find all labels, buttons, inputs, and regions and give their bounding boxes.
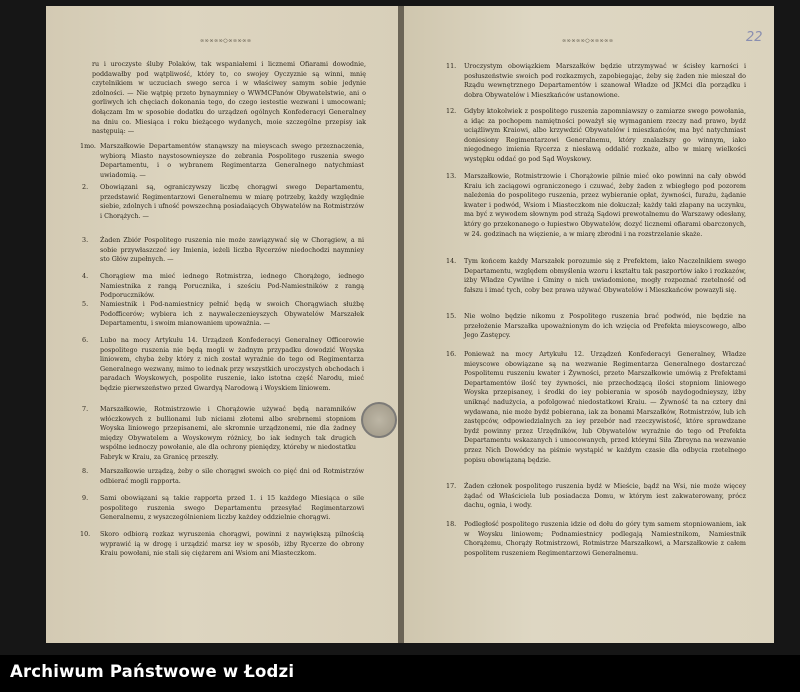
- left-item-number: 2.: [82, 183, 89, 191]
- left-item-text: Sami obowiązani są takie rapporta przed 1. i 15 każdego Miesiąca o sile pospolitego ruszenia swego Departamentu przesyłać Regimentarzowi Generalnemu, z wyszczególnieniem liczby każdey oddzielnie chorągwi.: [100, 494, 364, 522]
- left-item-number: 4.: [82, 272, 89, 280]
- right-item-number: 18.: [446, 520, 457, 528]
- left-item-number: 10.: [80, 530, 91, 538]
- right-item-text: Tym końcem każdy Marszałek porozumie się z Prefektem, iako Naczelnikiem swego Departamentu, względem obmyślenia wzoru i kształtu tak paszportów iako i rozkazów, iżby Władze Cywilne i Gminy o nich uwiadomione, mogły rozpoznać rzetelność od fałszu i imać tych, coby bez prawa używać Obywatelów i Mieszkańców powazyli się.: [464, 257, 746, 294]
- right-ornament: ∞∞∞∞∞○∞∞∞∞∞: [562, 38, 614, 44]
- archive-stamp-icon: [361, 402, 397, 438]
- left-item-text: Marszałkowie Departamentów stanąwszy na mieyscach swego przeznaczenia, wybiorą Miasto naystosownieysze do zebrania Pospolitego ruszenia swego Departamentu, i o wybranem Regimentarza Generalnego natychmiast uwiadomią. —: [100, 142, 364, 179]
- right-item-text: Uroczystym obowiązkiem Marszałków będzie utrzymywać w ścisłey karności i posłuszeństwie swoich pod rozkazmych, zapobiegając, żeby się żaden nie mieszał do Rządu wewnętrznego Departamentów i szanował Władze od JKMci dla porządku i dobra Obywatelów i Mieszkańców ustanowione.: [464, 62, 746, 99]
- right-item-text: Gdyby ktokolwiek z pospolitego ruszenia zapomniawszy o zamiarze swego powołania, a idąc za pochopem namiętności poważył się wymaganiem rzeczy nad prawo, bydź uciążliwym Kraiowi, albo krzywdzić Obywatelów i mieszkańców, ma być natychmiast doniesiony Regimentarzowi Generalnemu, który znalazłszy go winnym, iako niegodnego imienia Rycerza z niesławą oddalić rozkaże, albo w miarę wielkości występku oddać go pod Sąd Woyskowy.: [464, 107, 746, 163]
- left-item-number: 7.: [82, 405, 89, 413]
- right-item-number: 12.: [446, 107, 457, 115]
- right-item-text: Podległość pospolitego ruszenia idzie od dołu do góry tym samem stopniowaniem, iak w Woysku liniowem; Podnamiestnicy podlegają Namiestnikom, Namiestnik Chorążemu, Chorąży Rotmistrzowi, Rotmistrze Marszałkowi, a Marszałkowie z całem pospolitem ruszeniem Regimentarzowi Generalnemu.: [464, 520, 746, 557]
- right-item-text: Żaden członek pospolitego ruszenia bydź w Mieście, bądź na Wsi, nie może więcey żądać od Właściciela lub posiadacza Domu, w którym iest zakwaterowany, prócz dachu, ognia, i wody.: [464, 482, 746, 510]
- left-item-text: Chorągiew ma mieć iednego Rotmistrza, iednego Chorążego, iednego Namiestnika z rangą Porucznika, i sześciu Pod-Namiestników z rangą Podporuczników.: [100, 272, 364, 300]
- left-item-text: Skoro odbiorą rozkaz wyruszenia chorągwi, powinni z naywiększą pilnością wyprawić ią w drogę i urządzić marsz iey w sposób, iżby Rycerze do obrony Kraiu powołani, nie stali się ciężarem ani Wsiom ani Miasteczkom.: [100, 530, 364, 558]
- left-intro-paragraph: ru i uroczyste śluby Polaków, tak wspaniałemi i licznemi Ofiarami dowodnie, poddawałby pod wątpliwość, który to, co swojey Oyczyznie są winni, mnię czytelnikiem w uczuciach swego serca i w właściwey samym sobie jedynie zdolności. — Nie wątpię przeto bynaymniey o WWMCPanów Obywatelstwie, ani o gorliwych ich chęciach dokonania tego, do czego iestestie wezwani i umocowani; dołączam Im w sposobie dodatku do urządzeń ogólnych Konfederacyi Generalney na dniu co. Miesiąca i roku bieżącego wydanych, moie szczególne przepisy iak następuią: —: [92, 60, 366, 136]
- page-number-annotation: 22: [746, 30, 763, 45]
- left-item-number: 1mo.: [80, 142, 96, 150]
- left-item-number: 9.: [82, 494, 89, 502]
- left-item-text: Namiestnik i Pod-namiestnicy pełnić będą w swoich Chorągwiach służbę Podofficerów; wybiera ich z naywaleczenieyszych Obywatelów Marszałek Departamentu, i swoim mianowaniem upoważnia. —: [100, 300, 364, 328]
- left-item-text: Obowiązani są, ograniczywszy liczbę chorągwi swego Departamentu, przedstawić Regimentarzowi Generalnemu w miarę potrzeby, każdy względnie siebie, zdolnych i ufność powszechną posiadaiących Obywatelów na Rotmistrzów i Chorążych. —: [100, 183, 364, 220]
- right-item-text: Nie wolno będzie nikomu z Pospolitego ruszenia brać podwód, nie będzie na przełożenie Marszałka upoważnionym do ich wzięcia od Prefekta mieyscowego, albo Jego Zastępcy.: [464, 312, 746, 340]
- left-item-number: 6.: [82, 336, 89, 344]
- right-item-number: 17.: [446, 482, 457, 490]
- left-item-number: 3.: [82, 236, 89, 244]
- left-item-text: Marszałkowie urządzą, żeby o sile chorągwi swoich co pięć dni od Rotmistrzów odbierać mogli rapporta.: [100, 467, 364, 485]
- left-item-number: 5.: [82, 300, 89, 308]
- right-item-text: Marszałkowie, Rotmistrzowie i Chorążowie pilnie mieć oko powinni na cały obwód Kraiu ich zaciągowi ograniczonego i czuwać, żeby żaden z wbiegłego pod pozorem należenia do pospolitego ruszenia, przez wybieranie opłat, żywności, furażu, żądanie kwater i podwód, Wsiom i Miasteczkom nie dokuczał; każdy taki złapany na uczynku, ma być z wywodem słownym pod strażą Sądowi prewotalnemu do Warszawy odesłany, który go przekonanego o łupiestwo Obywatelów, dozyć licznemi ofiarami obarczonych, w 24. godzinach na więzienie, a w miarę zbrodni i na rozstrzelanie skaże.: [464, 172, 746, 238]
- left-item-text: Lubo na mocy Artykułu 14. Urządzeń Konfederacyi Generalney Officerowie pospolitego ruszenia nie będą mogli w żadnym przypadku dowodzić Woyska liniowem, chyba żeby który z nich został wyraźnie do tego od Regimentarza Generalnego wezwany, mimo to iednak przy wszystkich uroczystych obchodach i paradach Woyskowych, pospolite ruszenie, iako istotna część Narodu, mieć będzie pierwszeństwo przed Gwardyą Narodową i Woyskiem liniowem.: [100, 336, 364, 392]
- left-item-number: 8.: [82, 467, 89, 475]
- right-item-number: 16.: [446, 350, 457, 358]
- right-item-number: 13.: [446, 172, 457, 180]
- left-item-text: Marszałkowie, Rotmistrzowie i Chorążowie używać będą naramników włóczkowych z bullionami lub niciami złotemi albo srebrnemi stopniom Woyska liniowego przepisanemi, ale skromnie urządzonemi, nie dla żadney między Obywatelem a Woyskowym różnicy, bo iak iednych tak drugich wspólne iednoczy powołanie, ale dla ochrony pieniędzy, któreby w niedostatku Fabryk w Kraiu, za Granicę przeszły.: [100, 405, 356, 461]
- right-item-number: 14.: [446, 257, 457, 265]
- right-item-number: 15.: [446, 312, 457, 320]
- left-ornament: ∞∞∞∞∞○∞∞∞∞∞: [200, 38, 252, 44]
- archive-name: Archiwum Państwowe w Łodzi: [10, 662, 295, 681]
- right-item-text: Ponieważ na mocy Artykułu 12. Urządzeń Konfederacyi Generalney, Władze mieyscowe obowiązane są na wezwanie Regimentarza Generalnego dostarczać Pospolitemu ruszeniu kwater i Żywności, przeto Marszałkowie umówią z Prefektami Departamentów ilość tey żywności, nie przechodzącą ilości stopniom liniowego Woyska przepisaney, i środki do iey pobierania w sposób naydogodnieyszy, iżby uniknąć nadużycia, a pofolgować niedostatkowi Kraiu. — Żywność ta na cztery dni wydawana, nie może bydź pobierana, iak za bonami Marszałków, Rotmistrzów, lub ich zastępców, odpowiedzialnych za iey przebór nad rzeczywistość, które sprawdzane bydź powinny przez Urzędników, lub Obywatelów wyraźnie do tego od Prefekta Departamentu wskazanych i umocowanych, przed którymi Siła Zbroyna na wezwanie przez Nich Dowódcy na piśmie wystąpić w każdym czasie dla odbycia rzetelnego popisu obowiązaną będzie.: [464, 350, 746, 464]
- right-item-number: 11.: [446, 62, 457, 70]
- left-item-text: Żaden Zbiór Pospolitego ruszenia nie może zawiązywać się w Chorągiew, a ni sobie przywłaszczeć iey Imienia, ieżeli liczba Rycerzów niedochodzi naymniey sto Głów zupełnych. —: [100, 236, 364, 264]
